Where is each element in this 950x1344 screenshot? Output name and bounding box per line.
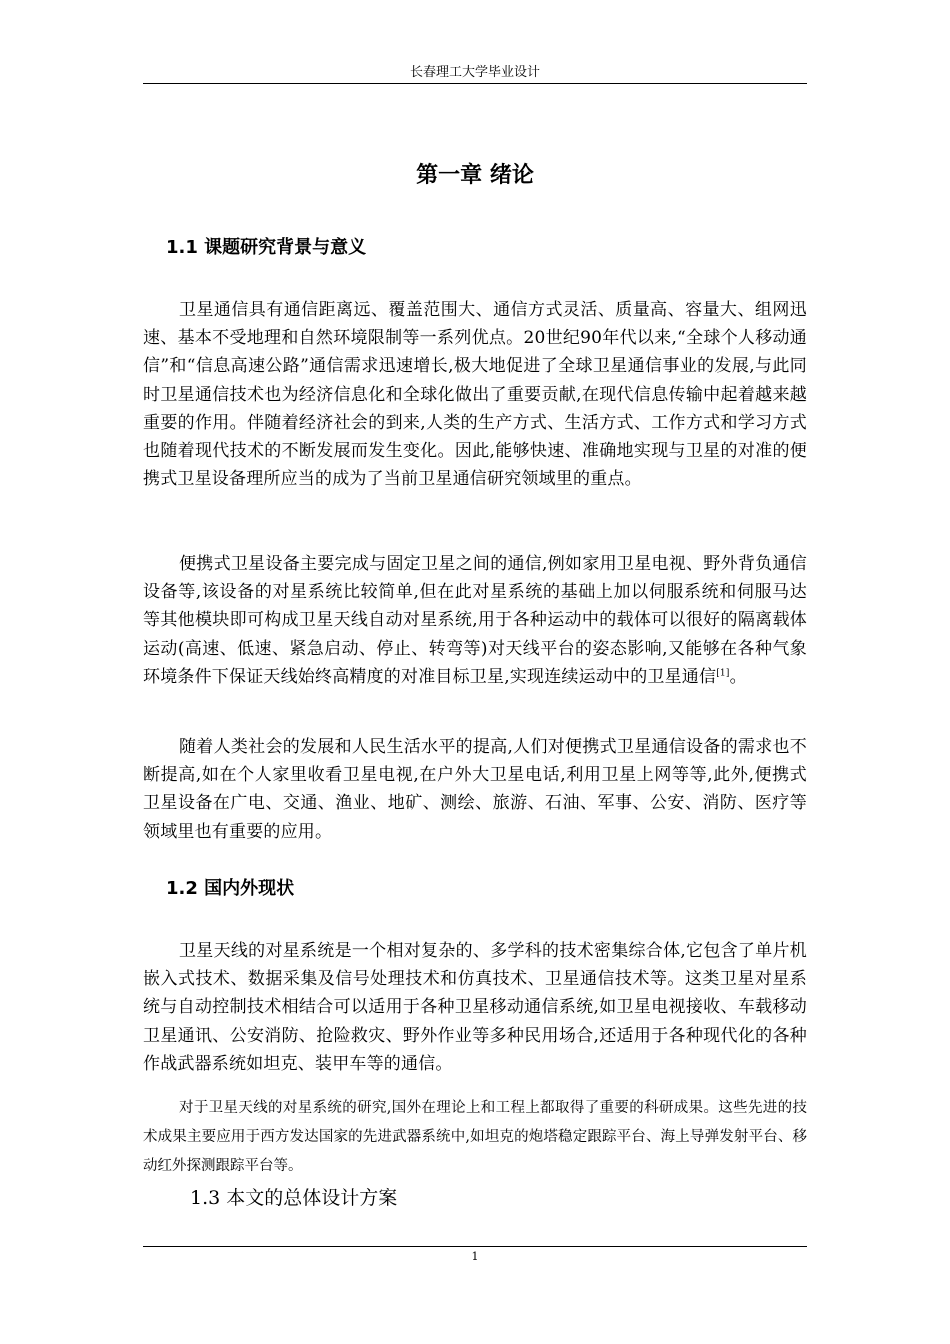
- paragraph-status-1: 卫星天线的对星系统是一个相对复杂的、多学科的技术密集综合体,它包含了单片机嵌入式技术、数据采集及信号处理技术和仿真技术、卫星通信技术等。这类卫星对星系统与自动控制技术相结合可以适用于各种卫星移动通信系统,如卫星电视接收、车载移动卫星通讯、公安消防、抢险救灾、野外作业等多种民用场合,还适用于各种现代化的各种作战武器系统如坦克、装甲车等的通信。: [143, 941, 807, 1074]
- paragraph-status-2: 对于卫星天线的对星系统的研究,国外在理论上和工程上都取得了重要的科研成果。这些先进的技术成果主要应用于西方发达国家的先进武器系统中,如坦克的炮塔稳定跟踪平台、海上导弹发射平台、移动红外探测跟踪平台等。: [143, 1100, 807, 1174]
- citation-reference: [1]: [716, 668, 730, 679]
- paragraph-background-1: 卫星通信具有通信距离远、覆盖范围大、通信方式灵活、质量高、容量大、组网迅速、基本不受地理和自然环境限制等一系列优点。20世纪90年代以来,“全球个人移动通信”和“信息高速公路”通信需求迅速增长,极大地促进了全球卫星通信事业的发展,与此同时卫星通信技术也为经济信息化和全球化做出了重要贡献,在现代信息传输中起着越来越重要的作用。伴随着经济社会的到来,人类的生产方式、生活方式、工作方式和学习方式也随着现代技术的不断发展而发生变化。因此,能够快速、准确地实现与卫星的对准的便携式卫星设备理所应当的成为了当前卫星通信研究领域里的重点。: [143, 300, 807, 490]
- footer-divider: [143, 1246, 807, 1247]
- section-heading-1-3: 1.3 本文的总体设计方案: [190, 1187, 398, 1209]
- paragraph-background-3: 随着人类社会的发展和人民生活水平的提高,人们对便携式卫星通信设备的需求也不断提高,如在个人家里收看卫星电视,在户外大卫星电话,利用卫星上网等等,此外,便携式卫星设备在广电、交通、渔业、地矿、测绘、旅游、石油、军事、公安、消防、医疗等领域里也有重要的应用。: [143, 737, 807, 842]
- chapter-title: 第一章 绪论: [416, 163, 534, 188]
- paragraph-background-2: [143, 550, 807, 691]
- section-heading-1-2: 1.2 国内外现状: [166, 878, 295, 899]
- header-divider: [143, 83, 807, 84]
- page-number: 1: [471, 1250, 479, 1263]
- paragraph-background-2-text: 便携式卫星设备主要完成与固定卫星之间的通信,例如家用卫星电视、野外背负通信设备等,该设备的对星系统比较简单,但在此对星系统的基础上加以伺服系统和伺服马达等其他模块即可构成卫星天线自动对星系统,用于各种运动中的载体可以很好的隔离载体运动(高速、低速、紧急启动、停止、转弯等)对天线平台的姿态影响,又能够在各种气象环境条件下保证天线始终高精度的对准目标卫星,实现连续运动中的卫星通信: [143, 554, 807, 687]
- section-heading-1-1: 1.1 课题研究背景与意义: [166, 237, 367, 258]
- running-header: 长春理工大学毕业设计: [409, 65, 540, 80]
- citation-period: 。: [729, 666, 747, 687]
